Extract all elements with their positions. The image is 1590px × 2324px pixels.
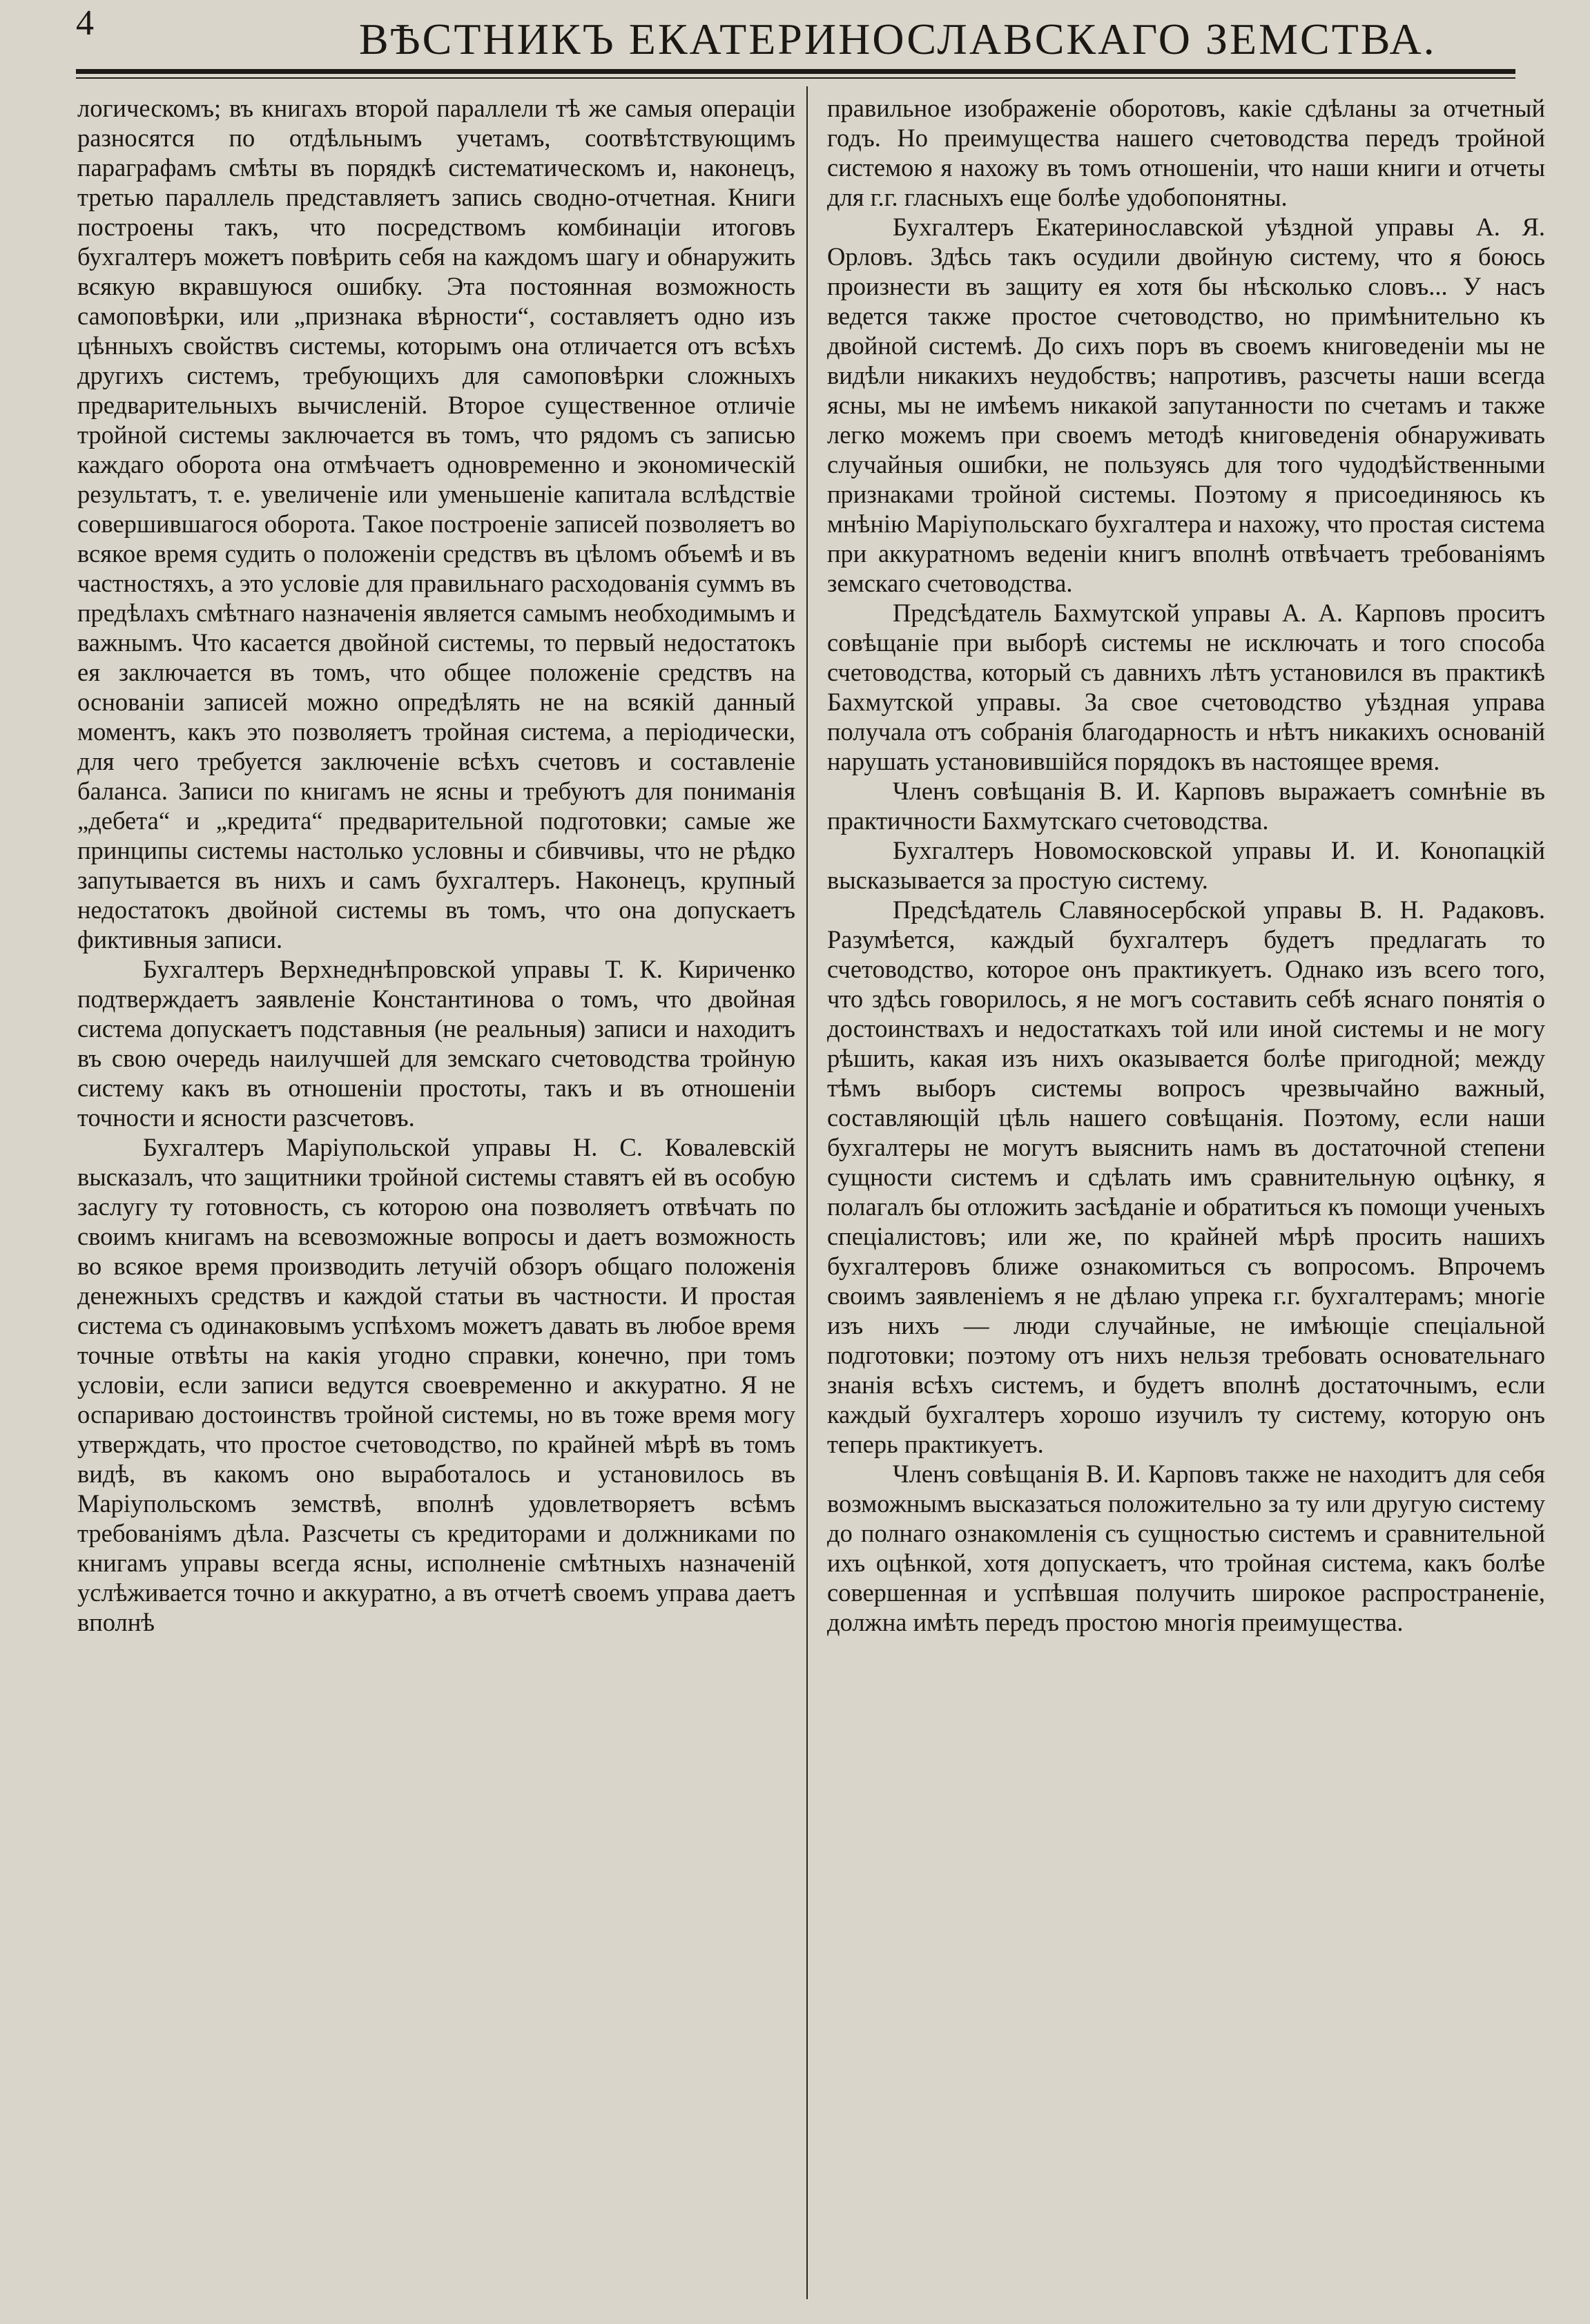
paragraph: Предсѣдатель Славяносербской управы В. Н. Радаковъ. Разумѣется, каждый бухгалтеръ будетъ предлагать то счетоводство, которое онъ практикуетъ. Однако изъ всего того, что здѣсь говорилось, я не могъ составить себѣ яснаго понятія о достоинствахъ и недостаткахъ той или иной системы и не могу рѣшить, какая изъ нихъ оказывается болѣе пригодной; между тѣмъ выборъ системы вопросъ чрезвычайно важный, составляющій цѣль нашего совѣщанія. Поэтому, если наши бухгалтеры не могутъ выяснить намъ въ достаточной степени сущности системъ и сдѣлать имъ сравнительную оцѣнку, я полагалъ бы отложить засѣданіе и обратиться къ помощи ученыхъ спеціалистовъ; или же, по крайней мѣрѣ просить нашихъ бухгалтеровъ ближе ознакомиться съ вопросомъ. Впрочемъ своимъ заявленіемъ я не дѣлаю упрека г.г. бухгалтерамъ; многіе изъ нихъ — люди случайные, не имѣющіе спеціальной подготовки; поэтому отъ нихъ нельзя требовать основательнаго знанія всѣхъ системъ, и будетъ вполнѣ достаточнымъ, если каждый бухгалтеръ хорошо изучилъ ту систему, которую онъ теперь практикуетъ. [827, 895, 1545, 1458]
page-number: 4 [76, 3, 94, 43]
paragraph: Предсѣдатель Бахмутской управы А. А. Карповъ проситъ совѣщаніе при выборѣ системы не исключать и того способа счетоводства, который съ давнихъ лѣтъ установился въ практикѣ Бахмутской управы. За свое счетоводство уѣздная управа получала отъ собранія благодарность и нѣтъ никакихъ основаній нарушать установившійся порядокъ въ настоящее время. [827, 599, 1545, 775]
paragraph: Бухгалтеръ Новомосковской управы И. И. Конопацкій высказывается за простую систему. [827, 836, 1545, 894]
right-column [827, 93, 1545, 1637]
paragraph: логическомъ; въ книгахъ второй параллели тѣ же самыя операціи разносятся по отдѣльнымъ учетамъ, соотвѣтствующимъ параграфамъ смѣты въ порядкѣ систематическомъ и, наконецъ, третью параллель представляетъ запись сводно-отчетная. Книги построены такъ, что посредствомъ комбинаціи итоговъ бухгалтеръ можетъ повѣрить себя на каждомъ шагу и обнаружить всякую вкравшуюся ошибку. Эта постоянная возможность самоповѣрки, или „признака вѣрности“, составляетъ одно изъ цѣнныхъ свойствъ системы, которымъ она отличается отъ всѣхъ другихъ системъ, требующихъ для самоповѣрки сложныхъ предварительныхъ вычисленій. Второе существенное отличіе тройной системы заключается въ томъ, что рядомъ съ записью каждаго оборота она отмѣчаетъ одновременно и экономическій результатъ, т. е. увеличеніе или уменьшеніе капитала вслѣдствіе совершившагося оборота. Такое построеніе записей позволяетъ во всякое время судить о положеніи средствъ въ цѣломъ объемѣ и въ частностяхъ, а это условіе для правильнаго расходованія суммъ въ предѣлахъ смѣтнаго назначенія является самымъ необходимымъ и важнымъ. Что касается двойной системы, то первый недостатокъ ея заключается въ томъ, что общее положеніе средствъ на основаніи записей можно опредѣлять не на всякій данный моментъ, какъ это позволяетъ тройная система, а періодически, для чего требуется заключеніе всѣхъ счетовъ и составленіе баланса. Записи по книгамъ не ясны и требуютъ для пониманія „дебета“ и „кредита“ предварительной подготовки; самые же принципы системы настолько условны и сбивчивы, что не рѣдко запутывается въ нихъ и самъ бухгалтеръ. Наконецъ, крупный недостатокъ двойной системы въ томъ, что она допускаетъ фиктивныя записи. [77, 94, 795, 953]
paragraph: Членъ совѣщанія В. И. Карповъ выражаетъ сомнѣніе въ практичности Бахмутскаго счетоводства. [827, 777, 1545, 835]
column-divider [806, 86, 808, 2299]
paragraph: Членъ совѣщанія В. И. Карповъ также не находитъ для себя возможнымъ высказаться положительно за ту или другую систему до полнаго ознакомленія съ сущностью системъ и сравнительной ихъ оцѣнкой, хотя допускаетъ, что тройная система, какъ болѣе совершенная и успѣвшая получить широкое распространеніе, должна имѣть передъ простою многія преимущества. [827, 1460, 1545, 1636]
left-column [77, 93, 795, 1637]
paragraph: Бухгалтеръ Екатеринославской уѣздной управы А. Я. Орловъ. Здѣсь такъ осудили двойную систему, что я боюсь произнести въ защиту ея хотя бы нѣсколько словъ... У насъ ведется также простое счетоводство, но примѣнительно къ двойной системѣ. До сихъ поръ въ своемъ книговеденіи мы не видѣли никакихъ неудобствъ; напротивъ, разсчеты наши всегда ясны, мы не имѣемъ никакой запутанности по счетамъ и также легко можемъ при своемъ методѣ книговеденія обнаруживать случайныя ошибки, не пользуясь для того чудодѣйственными признаками тройной системы. Поэтому я присоединяюсь къ мнѣнію Маріупольскаго бухгалтера и нахожу, что простая система при аккуратномъ веденіи книгъ вполнѣ отвѣчаетъ требованіямъ земскаго счетоводства. [827, 213, 1545, 597]
header-rule-thick [76, 69, 1515, 74]
paragraph: Бухгалтеръ Верхнеднѣпровской управы Т. К. Кириченко подтверждаетъ заявленіе Константинова о томъ, что двойная система допускаетъ подставныя (не реальныя) записи и находитъ въ свою очередь наилучшей для земскаго счетоводства тройную систему какъ въ отношеніи простоты, такъ и въ отношеніи точности и ясности разсчетовъ. [77, 955, 795, 1132]
paragraph: Бухгалтеръ Маріупольской управы Н. С. Ковалевскій высказалъ, что защитники тройной системы ставятъ ей въ особую заслугу ту готовность, съ которою она позволяетъ отвѣчать по своимъ книгамъ на всевозможные вопросы и даетъ возможность во всякое время производить летучій обзоръ общаго положенія денежныхъ средствъ и каждой статьи въ частности. И простая система съ одинаковымъ успѣхомъ можетъ давать въ любое время точные отвѣты на какія угодно справки, конечно, при томъ условіи, если записи ведутся своевременно и аккуратно. Я не оспариваю достоинствъ тройной системы, но въ тоже время могу утверждать, что простое счетоводство, по крайней мѣрѣ въ томъ видѣ, въ какомъ оно выработалось и установилось въ Маріупольскомъ земствѣ, вполнѣ удовлетворяетъ всѣмъ требованіямъ дѣла. Разсчеты съ кредиторами и должниками по книгамъ управы всегда ясны, исполненіе смѣтныхъ назначеній услѣживается точно и аккуратно, а въ отчетѣ своемъ управа даетъ вполнѣ [77, 1133, 795, 1636]
header-rule-thin [76, 77, 1515, 79]
journal-title: ВѢСТНИКЪ ЕКАТЕРИНОСЛАВСКАГО ЗЕМСТВА. [359, 14, 1437, 64]
paragraph: правильное изображеніе оборотовъ, какіе сдѣланы за отчетный годъ. Но преимущества нашего счетоводства передъ тройной системою я нахожу въ томъ отношеніи, что наши книги и отчеты для г.г. гласныхъ еще болѣе удобопонятны. [827, 94, 1545, 211]
